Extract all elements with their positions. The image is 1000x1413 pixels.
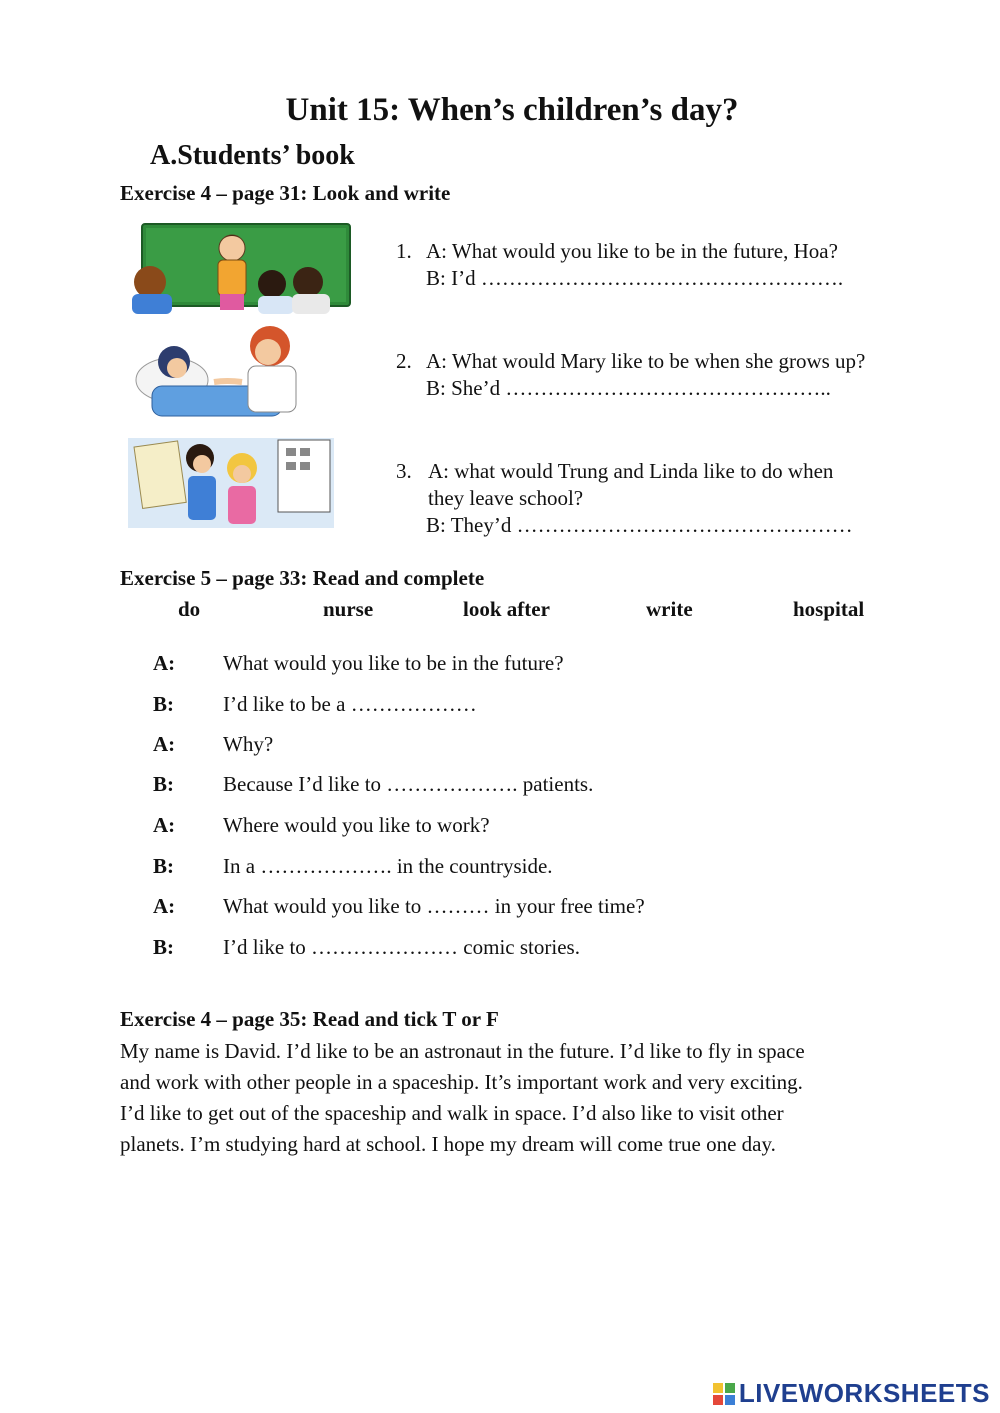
- exercise-heading-look-write: Exercise 4 – page 31: Look and write: [120, 181, 451, 205]
- passage-line: I’d like to get out of the spaceship and walk in space. I’d also like to visit other: [120, 1101, 784, 1125]
- question-number: 2.: [396, 349, 412, 373]
- liveworksheets-logo[interactable]: [713, 1378, 990, 1409]
- passage-line: My name is David. I’d like to be an astronaut in the future. I’d like to fly in space: [120, 1039, 805, 1063]
- dialogue-text[interactable]: I’d like to ………………… comic stories.: [223, 935, 580, 959]
- reading-passage: [120, 1036, 900, 1160]
- answer-line[interactable]: B: She’d ………………………………………..: [426, 376, 831, 400]
- dialogue-text: What would you like to be in the future?: [223, 651, 564, 675]
- answer-line[interactable]: B: I’d …………………………………………….: [426, 266, 844, 290]
- speaker-label: B:: [153, 692, 174, 716]
- speaker-label: B:: [153, 772, 174, 796]
- dialogue-text[interactable]: In a ………………. in the countryside.: [223, 854, 553, 878]
- speaker-label: A:: [153, 813, 176, 837]
- word-bank-item: look after: [463, 597, 550, 621]
- speaker-label: B:: [153, 854, 174, 878]
- question-line: A: What would you like to be in the future, Hoa?: [426, 239, 838, 263]
- passage-line: planets. I’m studying hard at school. I hope my dream will come true one day.: [120, 1132, 776, 1156]
- logo-text: LIVEWORKSHEETS: [738, 1378, 990, 1408]
- question-line: they leave school?: [428, 486, 584, 510]
- word-bank-item: write: [646, 597, 693, 621]
- question-number: 3.: [396, 459, 412, 483]
- speaker-label: A:: [153, 651, 176, 675]
- word-bank-item: do: [178, 597, 201, 621]
- exercise-heading-read-complete: Exercise 5 – page 33: Read and complete: [120, 566, 485, 590]
- nurse-patient-image: [122, 320, 332, 422]
- dialogue-text: Why?: [223, 732, 274, 756]
- logo-mark-icon: [713, 1383, 735, 1405]
- answer-line[interactable]: B: They’d …………………………………………: [426, 513, 853, 537]
- teacher-classroom-image: [122, 220, 354, 315]
- speaker-label: A:: [153, 894, 176, 918]
- dialogue-text[interactable]: I’d like to be a ………………: [223, 692, 477, 716]
- word-bank-item: nurse: [323, 597, 374, 621]
- speaker-label: B:: [153, 935, 174, 959]
- section-heading: A.Students’ book: [150, 140, 355, 171]
- children-drawing-image: [128, 434, 338, 530]
- question-line: A: what would Trung and Linda like to do when: [428, 459, 834, 483]
- exercise-heading-true-false: Exercise 4 – page 35: Read and tick T or F: [120, 1007, 499, 1031]
- word-bank-item: hospital: [793, 597, 865, 621]
- question-line: A: What would Mary like to be when she grows up?: [426, 349, 866, 373]
- page-title: Unit 15: When’s children’s day?: [285, 92, 739, 128]
- dialogue-text: Where would you like to work?: [223, 813, 490, 837]
- speaker-label: A:: [153, 732, 176, 756]
- dialogue-text[interactable]: Because I’d like to ………………. patients.: [223, 772, 594, 796]
- dialogue-text[interactable]: What would you like to ……… in your free time?: [223, 894, 645, 918]
- question-number: 1.: [396, 239, 412, 263]
- passage-line: and work with other people in a spaceship. It’s important work and very exciting.: [120, 1070, 803, 1094]
